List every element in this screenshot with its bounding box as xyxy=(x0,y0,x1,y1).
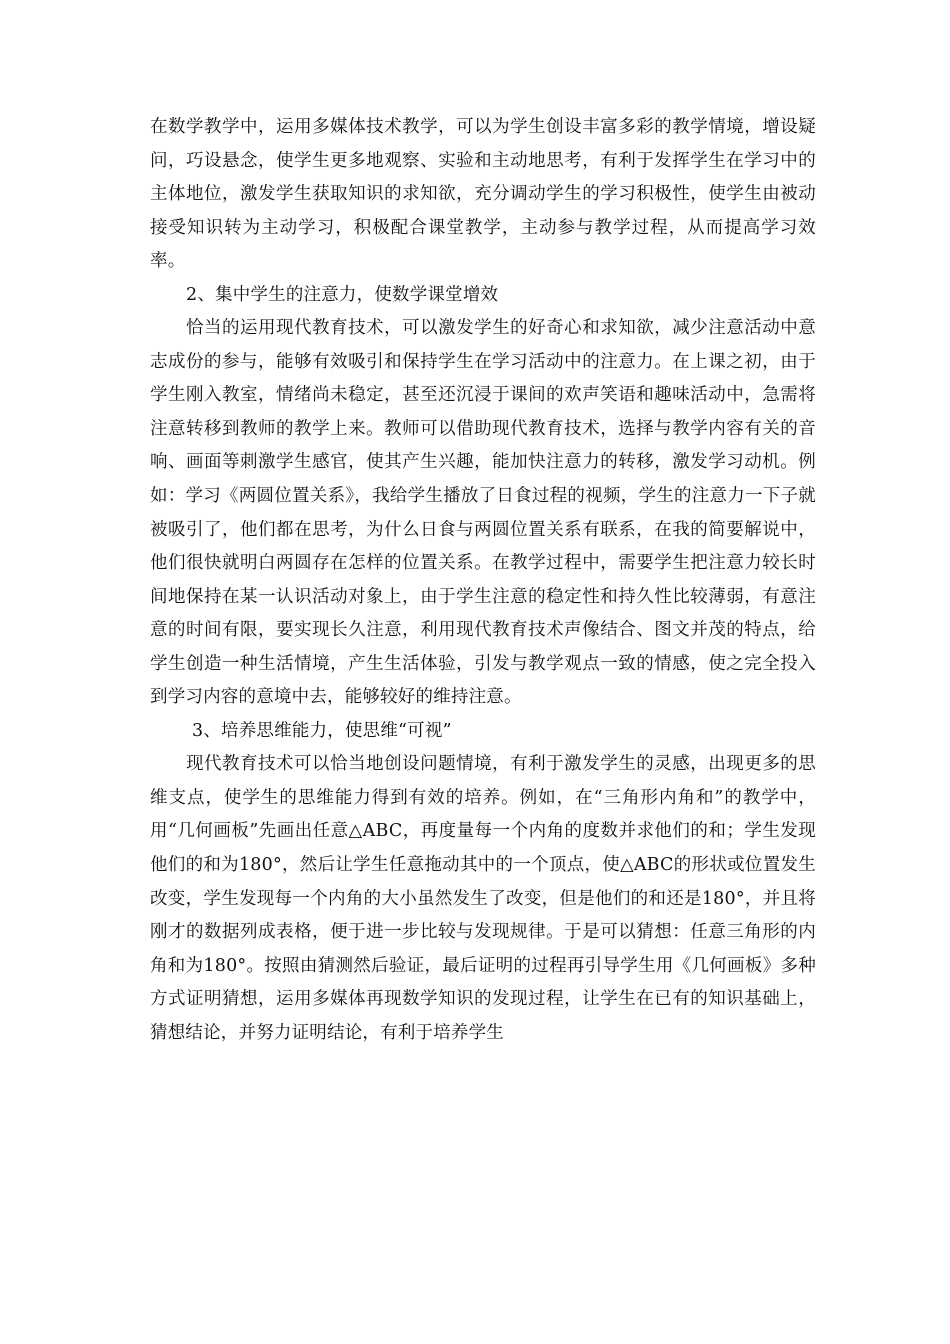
section-heading-2: 2、集中学生的注意力，使数学课堂增效 xyxy=(186,284,499,305)
document-body xyxy=(150,111,816,1050)
body-paragraph-2: 恰当的运用现代教育技术，可以激发学生的好奇心和求知欲，减少注意活动中意志成份的参与，能够有效吸引和保持学生在学习活动中的注意力。在上课之初，由于学生刚入教室，情绪尚未稳定，甚至还沉浸于课间的欢声笑语和趣味活动中，急需将注意转移到教师的教学上来。教师可以借助现代教育技术，选择与教学内容有关的音响、画面等刺激学生感官，使其产生兴趣，能加快注意力的转移，激发学习动机。例如：学习《两圆位置关系》，我给学生播放了日食过程的视频，学生的注意力一下子就被吸引了，他们都在思考，为什么日食与两圆位置关系有联系，在我的简要解说中，他们很快就明白两圆存在怎样的位置关系。在教学过程中，需要学生把注意力较长时间地保持在某一认识活动对象上，由于学生注意的稳定性和持久性比较薄弱，有意注意的时间有限，要实现长久注意，利用现代教育技术声像结合、图文并茂的特点，给学生创造一种生活情境，产生生活体验，引发与教学观点一致的情感，使之完全投入到学习内容的意境中去，能够较好的维持注意。 xyxy=(150,318,816,708)
body-paragraph-1: 在数学教学中，运用多媒体技术教学，可以为学生创设丰富多彩的教学情境，增设疑问，巧设悬念，使学生更多地观察、实验和主动地思考，有利于发挥学生在学习中的主体地位，激发学生获取知识的求知欲，充分调动学生的学习积极性，使学生由被动接受知识转为主动学习，积极配合课堂教学，主动参与教学过程，从而提高学习效率。 xyxy=(150,117,816,272)
body-paragraph-3: 现代教育技术可以恰当地创设问题情境，有利于激发学生的灵感，出现更多的思维支点，使学生的思维能力得到有效的培养。例如，在“三角形内角和”的教学中，用“几何画板”先画出任意△ABC，再度量每一个内角的度数并求他们的和；学生发现他们的和为180°，然后让学生任意拖动其中的一个顶点，使△ABC的形状或位置发生改变，学生发现每一个内角的大小虽然发生了改变，但是他们的和还是180°，并且将刚才的数据列成表格，便于进一步比较与发现规律。于是可以猜想：任意三角形的内角和为180°。按照由猜测然后验证，最后证明的过程再引导学生用《几何画板》多种方式证明猜想，运用多媒体再现数学知识的发现过程，让学生在已有的知识基础上，猜想结论，并努力证明结论，有利于培养学生 xyxy=(150,754,816,1043)
section-heading-3: 3、培养思维能力，使思维“可视” xyxy=(192,720,452,741)
